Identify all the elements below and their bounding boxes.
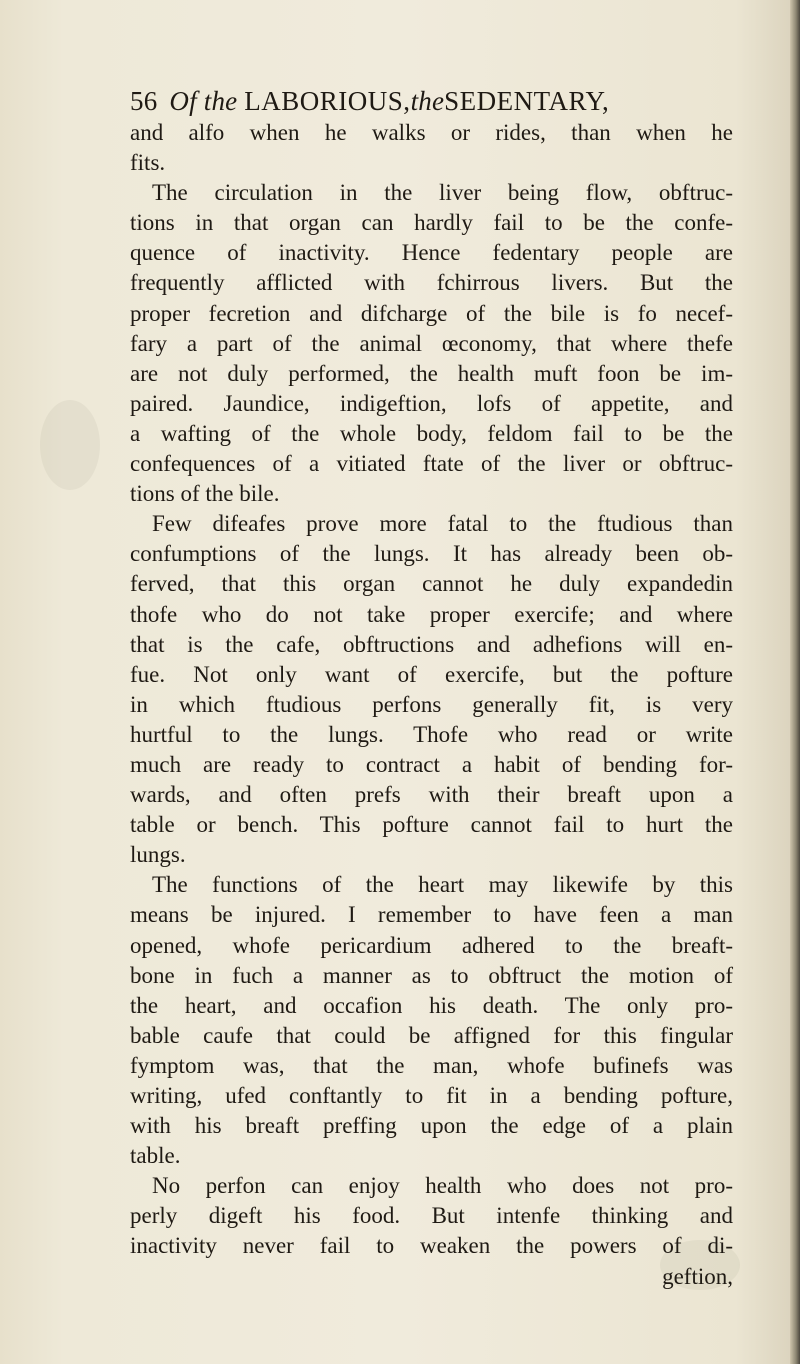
text-line: fymptom was, that the man, whofe bufinefs was [130,1052,733,1078]
catchword: geftion, [662,1263,733,1289]
text-line: wards, and often prefs with their breaft upon a [130,782,733,808]
text-line: inactivity never fail to weaken the powers of di- [130,1233,733,1259]
text-line: confumptions of the lungs. It has already been ob- [130,541,733,567]
text-line: the heart, and occafion his death. The only pro- [130,992,733,1018]
page-edge [790,0,800,1364]
text-line: The functions of the heart may likewife by this [152,872,733,898]
text-line: No perfon can enjoy health who does not pro- [152,1173,733,1199]
text-line: paired. Jaundice, indigeftion, lofs of appetite, and [130,390,733,416]
text-line: in which ftudious perfons generally fit, is very [130,691,733,717]
text-line: frequently afflicted with fchirrous livers. But the [130,270,733,296]
text-line: thofe who do not take proper exercife; and where [130,601,733,627]
text-line: confequences of a vitiated ftate of the liver or obftruc- [130,451,733,477]
text-line: quence of inactivity. Hence fedentary people are [130,240,733,266]
text-line: means be injured. I remember to have feen a man [130,902,733,928]
text-block [130,84,733,1292]
text-line: lungs. [130,842,186,868]
text-line: tions in that organ can hardly fail to be the confe- [130,210,733,236]
page-number: 56 [130,86,158,116]
text-line: The circulation in the liver being flow, obftruc- [152,180,733,206]
text-line: perly digeft his food. But intenfe thinking and [130,1203,733,1229]
text-line: fue. Not only want of exercife, but the pofture [130,661,733,687]
text-line: fits. [130,150,166,176]
text-line: that is the cafe, obftructions and adhefions will en- [130,631,733,657]
text-line: and alfo when he walks or rides, than when he [130,120,733,145]
running-head-article: the [410,86,445,116]
paper-stain [40,400,100,490]
text-line: table. [130,1143,181,1169]
text-line: table or bench. This pofture cannot fail to hurt the [130,812,733,838]
text-line: much are ready to contract a habit of bending for- [130,751,733,777]
body-text [130,118,733,1292]
running-head [130,84,733,118]
text-line: are not duly performed, the health muft foon be im- [130,360,733,386]
text-line: a wafting of the whole body, feldom fail to be the [130,420,733,446]
text-line: bone in fuch a manner as to obftruct the motion of [130,962,733,988]
running-head-prefix: Of the [169,86,238,116]
text-line: Few difeafes prove more fatal to the ftudious than [152,511,733,537]
text-line: with his breaft preffing upon the edge of a plain [130,1113,733,1139]
text-line: bable caufe that could be affigned for this fingular [130,1022,733,1048]
text-line: opened, whofe pericardium adhered to the breaft- [130,932,733,958]
text-line: fary a part of the animal œconomy, that where thefe [130,330,733,356]
text-line: writing, ufed conftantly to fit in a bending pofture, [130,1083,733,1108]
text-line: hurtful to the lungs. Thofe who read or write [130,721,733,747]
text-line: tions of the bile. [130,481,280,507]
running-head-word1: LABORIOUS, [244,86,411,116]
text-line: proper fecretion and difcharge of the bile is fo necef- [130,300,733,326]
text-line: ferved, that this organ cannot he duly expandedin [130,571,733,597]
running-head-word2: SEDENTARY, [444,86,610,116]
